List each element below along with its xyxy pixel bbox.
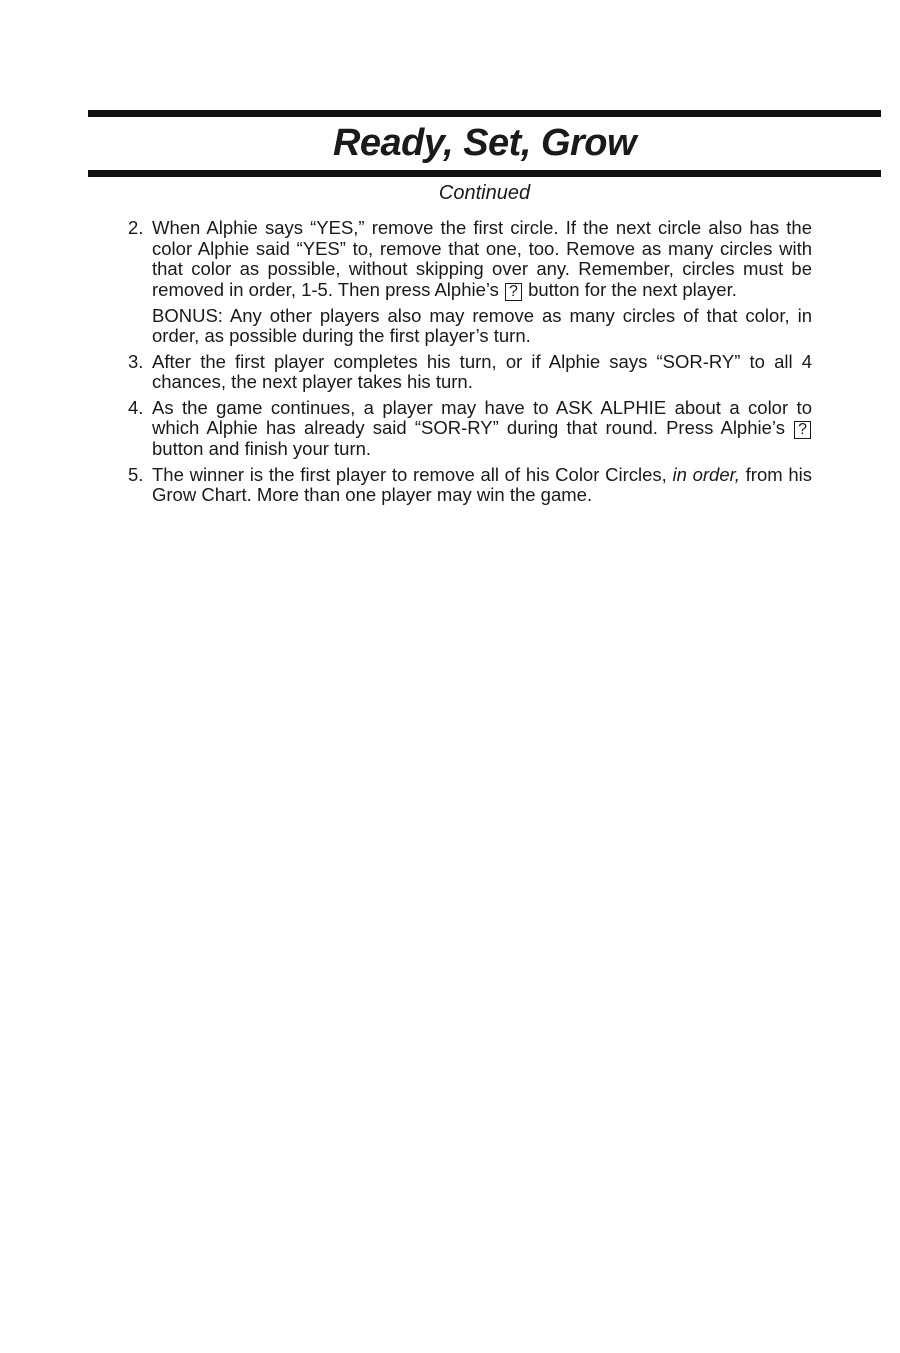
- step-text: When Alphie says “YES,” remove the first circle. If the next circle also has the color Alphie said “YES” to, remove that one, too. Remove as many circles with that color as possible, without skipping over any. Remember, circles must be removed in order, 1-5. Then press Alphie’s ? button for the next player.: [152, 217, 812, 300]
- step-number: 2.: [128, 217, 144, 238]
- step-text: After the first player completes his turn, or if Alphie says “SOR-RY” to all 4 chances, the next player takes his turn.: [152, 350, 812, 392]
- step-text: The winner is the first player to remove all of his Color Circles, in order, from his Grow Chart. More than one player may win the game.: [152, 463, 813, 505]
- header-rule-bottom: [88, 170, 881, 177]
- question-button-icon: ?: [794, 421, 811, 439]
- page-subtitle: Continued: [438, 182, 531, 204]
- step-text: As the game continues, a player may have to ASK ALPHIE about a color to which Alphie has already said “SOR-RY” during that round. Press Alphie’s ? button and finish your turn.: [152, 396, 812, 459]
- step-4: [128, 398, 812, 460]
- step-2: [128, 218, 812, 347]
- header-rule-top: [88, 110, 881, 117]
- bonus-text: BONUS: Any other players also may remove as many circles of that color, in order, as possible during the first player’s turn.: [152, 304, 812, 346]
- page-title: Ready, Set, Grow: [332, 122, 637, 164]
- question-button-icon: ?: [505, 283, 522, 301]
- step-number: 3.: [128, 350, 144, 372]
- emphasis-text: in order,: [672, 463, 740, 485]
- step-5: [128, 465, 812, 506]
- step-number: 4.: [128, 396, 144, 418]
- instruction-steps: [128, 218, 812, 511]
- step-number: 5.: [128, 463, 144, 485]
- step-3: [128, 352, 812, 393]
